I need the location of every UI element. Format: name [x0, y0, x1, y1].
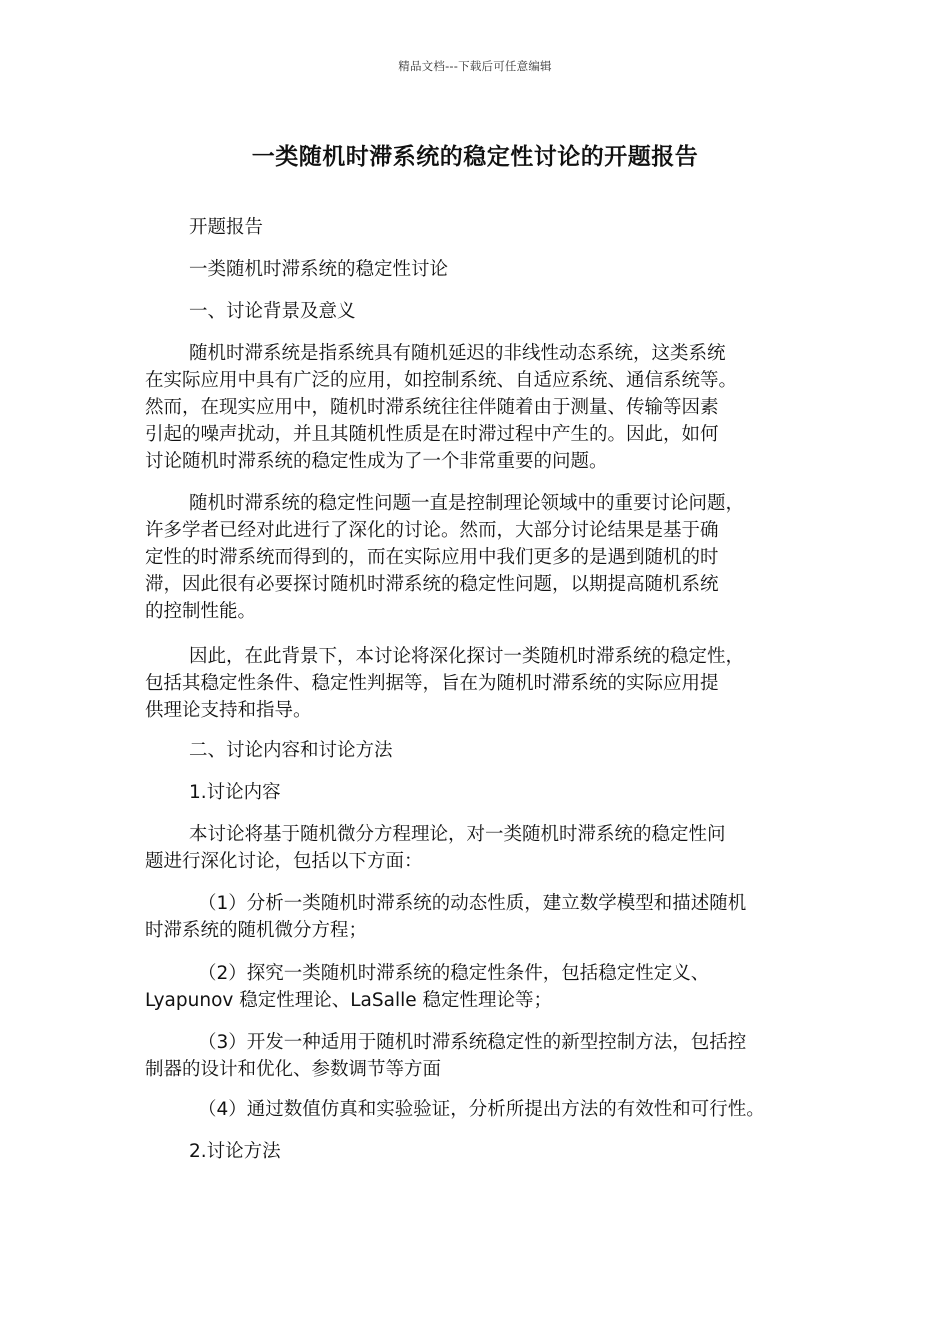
document-title: 一类随机时滞系统的稳定性讨论的开题报告 — [251, 144, 699, 170]
paragraph-2-line: 许多学者已经对此进行了深化的讨论。然而，大部分讨论结果是基于确 — [145, 520, 719, 541]
paragraph-1-line: 引起的噪声扰动，并且其随机性质是在时滞过程中产生的。因此，如何 — [145, 424, 719, 445]
section-heading-2: 二、讨论内容和讨论方法 — [189, 740, 393, 761]
paragraph-2-line: 滞，因此很有必要探讨随机时滞系统的稳定性问题，以期提高随机系统 — [145, 574, 719, 595]
paragraph-2-line: 定性的时滞系统而得到的，而在实际应用中我们更多的是遇到随机的时 — [145, 547, 719, 568]
paragraph-1-line: 在实际应用中具有广泛的应用，如控制系统、自适应系统、通信系统等。 — [145, 370, 738, 391]
paragraph-4-line: 题进行深化讨论，包括以下方面： — [145, 851, 423, 872]
subsection-heading-content: 1.讨论内容 — [189, 782, 281, 803]
subtitle-topic: 一类随机时滞系统的稳定性讨论 — [189, 259, 449, 280]
paragraph-1-line: 随机时滞系统是指系统具有随机延迟的非线性动态系统，这类系统 — [189, 343, 726, 364]
list-item-2-line: （2）探究一类随机时滞系统的稳定性条件，包括稳定性定义、 — [198, 963, 710, 984]
subtitle-report: 开题报告 — [189, 217, 264, 238]
subsection-heading-method: 2.讨论方法 — [189, 1141, 281, 1162]
paragraph-3-line: 因此，在此背景下，本讨论将深化探讨一类随机时滞系统的稳定性， — [189, 646, 745, 667]
list-item-1-line: 时滞系统的随机微分方程； — [145, 920, 368, 941]
section-heading-1: 一、讨论背景及意义 — [189, 301, 356, 322]
list-item-3-line: （3）开发一种适用于随机时滞系统稳定性的新型控制方法，包括控 — [198, 1032, 747, 1053]
list-item-3-line: 制器的设计和优化、参数调节等方面 — [145, 1059, 442, 1080]
paragraph-3-line: 包括其稳定性条件、稳定性判据等，旨在为随机时滞系统的实际应用提 — [145, 673, 719, 694]
paragraph-2-line: 的控制性能。 — [145, 601, 257, 622]
paragraph-2-line: 随机时滞系统的稳定性问题一直是控制理论领域中的重要讨论问题， — [189, 493, 745, 514]
paragraph-4-line: 本讨论将基于随机微分方程理论，对一类随机时滞系统的稳定性问 — [189, 824, 726, 845]
list-item-2-line: Lyapunov 稳定性理论、LaSalle 稳定性理论等； — [145, 990, 553, 1011]
paragraph-1-line: 然而，在现实应用中，随机时滞系统往往伴随着由于测量、传输等因素 — [145, 397, 719, 418]
paragraph-3-line: 供理论支持和指导。 — [145, 700, 312, 721]
list-item-4-line: （4）通过数值仿真和实验验证，分析所提出方法的有效性和可行性。 — [198, 1099, 765, 1120]
page-header-note: 精品文档---下载后可任意编辑 — [398, 59, 552, 73]
paragraph-1-line: 讨论随机时滞系统的稳定性成为了一个非常重要的问题。 — [145, 451, 608, 472]
list-item-1-line: （1）分析一类随机时滞系统的动态性质，建立数学模型和描述随机 — [198, 893, 747, 914]
